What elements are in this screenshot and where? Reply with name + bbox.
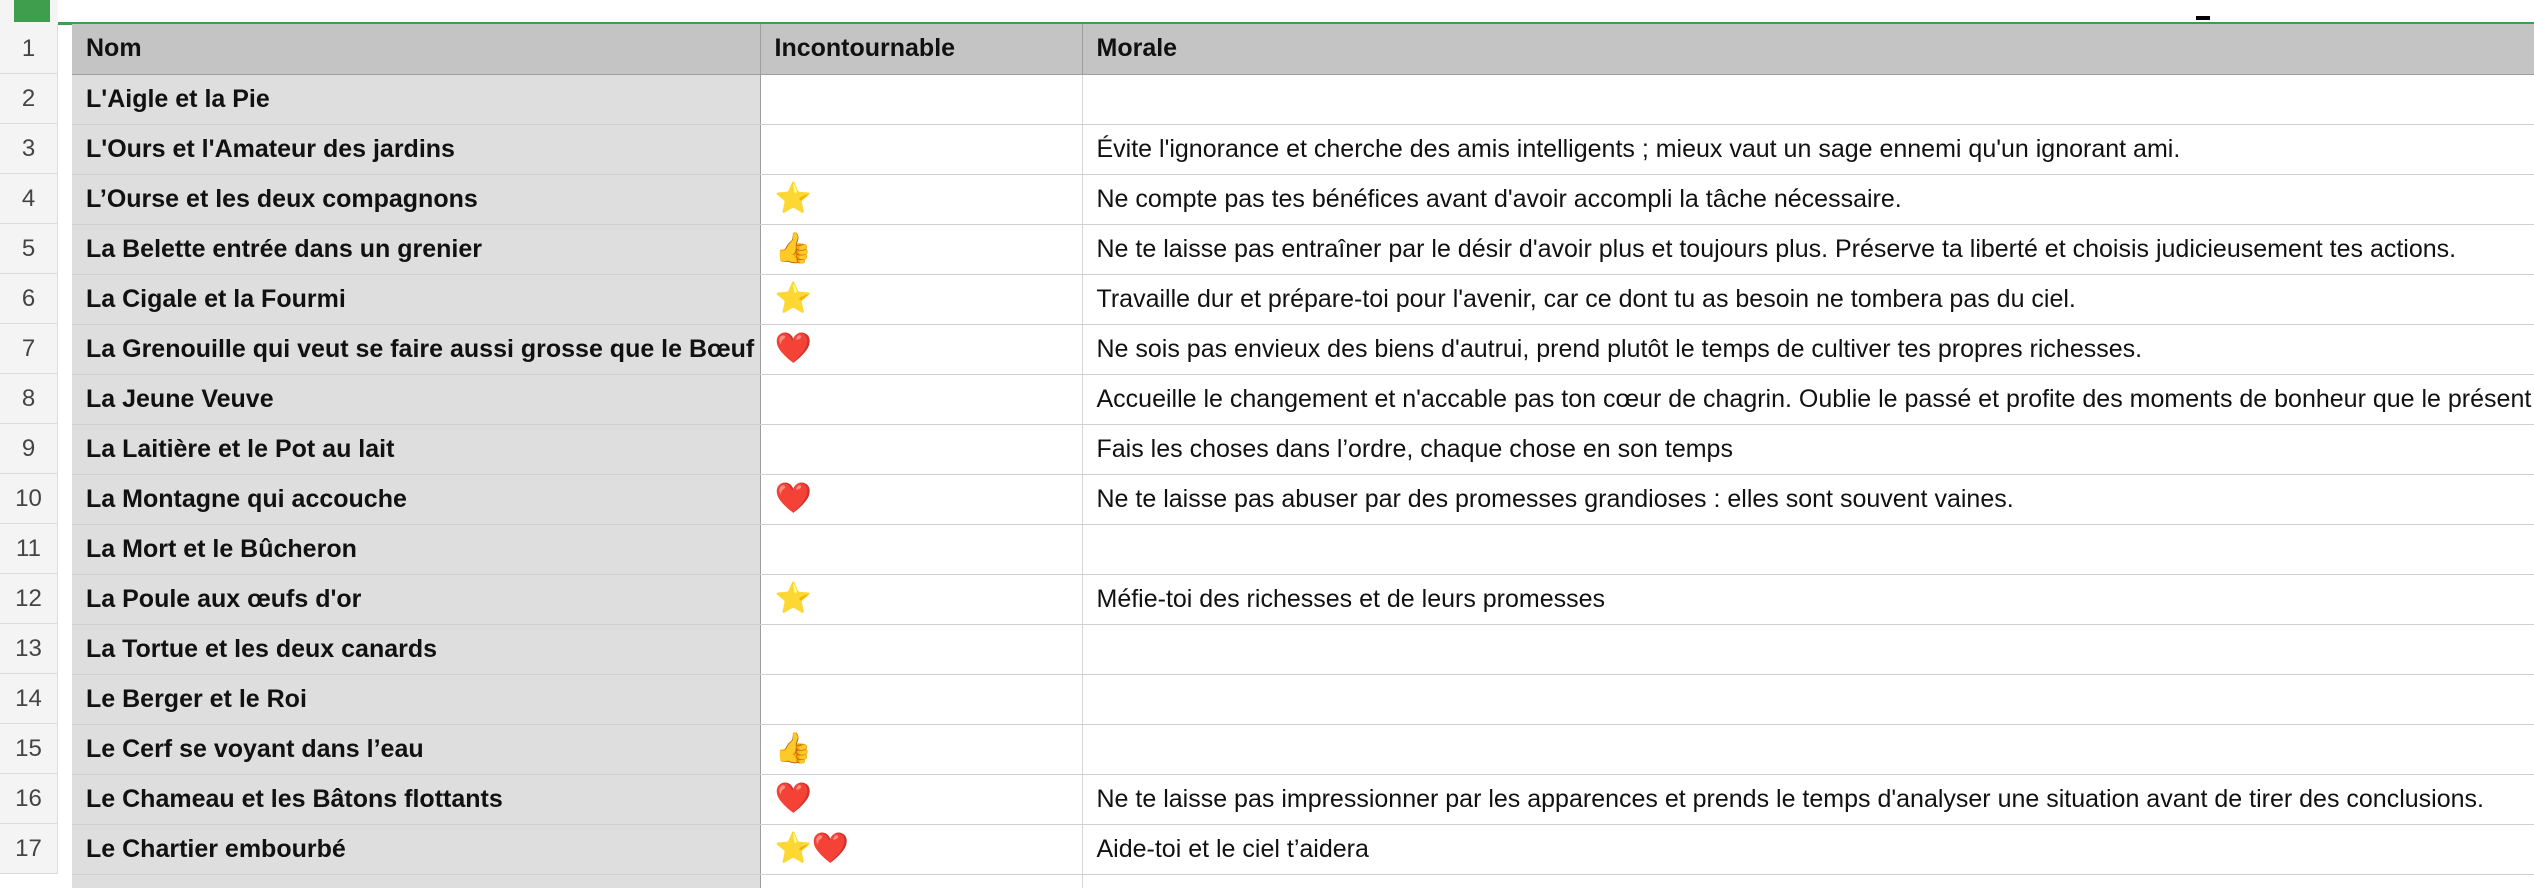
cell-incontournable[interactable] [760,474,1082,524]
table-row [72,574,2534,624]
select-all-corner[interactable] [0,0,58,24]
cell-nom[interactable]: La Jeune Veuve [72,374,760,424]
cell-incontournable[interactable] [760,824,1082,874]
heart-icon: ❤️ [774,482,812,515]
cell-morale[interactable]: Ne te laisse pas impressionner par les apparences et prends le temps d'analyser une situation avant de tirer des conclusions. [1082,774,2534,824]
cell-nom[interactable]: L'Ours et l'Amateur des jardins [72,124,760,174]
star-icon: ⭐ [774,282,812,315]
cell-nom[interactable]: La Poule aux œufs d'or [72,574,760,624]
row-number[interactable]: 11 [0,524,58,574]
cell-morale[interactable] [1082,674,2534,724]
cell-incontournable[interactable] [760,674,1082,724]
table-row [72,124,2534,174]
table-row [72,824,2534,874]
star-icon: ⭐ [774,582,812,615]
cell-morale[interactable]: Évite l'ignorance et cherche des amis intelligents ; mieux vaut un sage ennemi qu'un ignorant ami. [1082,124,2534,174]
cell-incontournable[interactable] [760,624,1082,674]
table-row [72,274,2534,324]
cell-partial [72,874,760,888]
cell-morale[interactable]: Méfie-toi des richesses et de leurs promesses [1082,574,2534,624]
cell-morale[interactable] [1082,524,2534,574]
row-number[interactable]: 7 [0,324,58,374]
table-row [72,424,2534,474]
cell-incontournable[interactable] [760,324,1082,374]
row-number[interactable]: 8 [0,374,58,424]
cell-morale[interactable] [1082,724,2534,774]
cell-morale[interactable]: Fais les choses dans l’ordre, chaque chose en son temps [1082,424,2534,474]
table-row-partial [72,874,2534,888]
cell-incontournable[interactable] [760,724,1082,774]
row-number-column [0,24,58,874]
cell-nom[interactable]: La Grenouille qui veut se faire aussi grosse que le Bœuf [72,324,760,374]
cell-morale[interactable]: Ne te laisse pas entraîner par le désir d'avoir plus et toujours plus. Préserve ta liberté et choisis judicieusement tes actions. [1082,224,2534,274]
cell-nom[interactable]: La Laitière et le Pot au lait [72,424,760,474]
heart-icon: ❤️ [811,832,850,865]
cell-nom[interactable]: L’Ourse et les deux compagnons [72,174,760,224]
star-icon: ⭐ [774,832,812,865]
cell-incontournable[interactable] [760,124,1082,174]
data-table [72,24,2534,888]
row-number[interactable]: 15 [0,724,58,774]
header-cell-morale[interactable]: Morale [1082,24,2534,74]
header-cell-incontournable[interactable]: Incontournable [760,24,1082,74]
table-row [72,624,2534,674]
table-row [72,524,2534,574]
cell-nom[interactable]: Le Chameau et les Bâtons flottants [72,774,760,824]
cell-nom[interactable]: La Belette entrée dans un grenier [72,224,760,274]
cell-incontournable[interactable] [760,74,1082,124]
star-icon: ⭐ [774,182,812,215]
cell-morale[interactable]: Aide-toi et le ciel t’aidera [1082,824,2534,874]
cell-morale[interactable]: Ne te laisse pas abuser par des promesses grandioses : elles sont souvent vaines. [1082,474,2534,524]
cell-nom[interactable]: L'Aigle et la Pie [72,74,760,124]
header-cell-nom[interactable]: Nom [72,24,760,74]
row-number[interactable]: 5 [0,224,58,274]
cell-nom[interactable]: Le Berger et le Roi [72,674,760,724]
cell-nom[interactable]: La Cigale et la Fourmi [72,274,760,324]
cell-nom[interactable]: Le Cerf se voyant dans l’eau [72,724,760,774]
cell-incontournable[interactable] [760,774,1082,824]
cell-incontournable[interactable] [760,524,1082,574]
row-number[interactable]: 6 [0,274,58,324]
table-row [72,774,2534,824]
cell-incontournable[interactable] [760,574,1082,624]
table-row [72,324,2534,374]
row-number[interactable]: 2 [0,74,58,124]
cell-incontournable[interactable] [760,274,1082,324]
row-number[interactable]: 3 [0,124,58,174]
cell-morale[interactable]: Accueille le changement et n'accable pas ton cœur de chagrin. Oublie le passé et profite des moments de bonheur que le présent [1082,374,2534,424]
table-row [72,724,2534,774]
cell-incontournable[interactable] [760,424,1082,474]
cell-nom[interactable]: La Mort et le Bûcheron [72,524,760,574]
header-row [72,24,2534,74]
cell-incontournable[interactable] [760,174,1082,224]
cell-morale[interactable]: Travaille dur et prépare-toi pour l'avenir, car ce dont tu as besoin ne tombera pas du ciel. [1082,274,2534,324]
cell-morale[interactable] [1082,74,2534,124]
table-row [72,474,2534,524]
table-row [72,374,2534,424]
cell-morale[interactable] [1082,624,2534,674]
cell-incontournable[interactable] [760,374,1082,424]
cell-nom[interactable]: La Tortue et les deux canards [72,624,760,674]
cell-nom[interactable]: La Montagne qui accouche [72,474,760,524]
cell-partial [1082,874,2534,888]
heart-icon: ❤️ [774,332,812,365]
row-number[interactable]: 16 [0,774,58,824]
heart-icon: ❤️ [774,782,812,815]
row-number[interactable]: 14 [0,674,58,724]
row-number[interactable]: 1 [0,24,58,74]
cell-nom[interactable]: Le Chartier embourbé [72,824,760,874]
cell-incontournable[interactable] [760,224,1082,274]
row-number[interactable]: 9 [0,424,58,474]
thumbs-up-icon: 👍 [774,732,812,765]
row-number[interactable]: 4 [0,174,58,224]
cell-morale[interactable]: Ne sois pas envieux des biens d'autrui, prend plutôt le temps de cultiver tes propres richesses. [1082,324,2534,374]
row-number[interactable]: 12 [0,574,58,624]
cell-morale[interactable]: Ne compte pas tes bénéfices avant d'avoir accompli la tâche nécessaire. [1082,174,2534,224]
table-row [72,224,2534,274]
row-number[interactable]: 17 [0,824,58,874]
row-number[interactable]: 13 [0,624,58,674]
cell-partial [760,874,1082,888]
table-row [72,674,2534,724]
table-row [72,174,2534,224]
thumbs-up-icon: 👍 [774,232,812,265]
table-row [72,74,2534,124]
cursor-mark [2196,16,2210,20]
row-number[interactable]: 10 [0,474,58,524]
selected-cell-indicator [14,0,50,22]
